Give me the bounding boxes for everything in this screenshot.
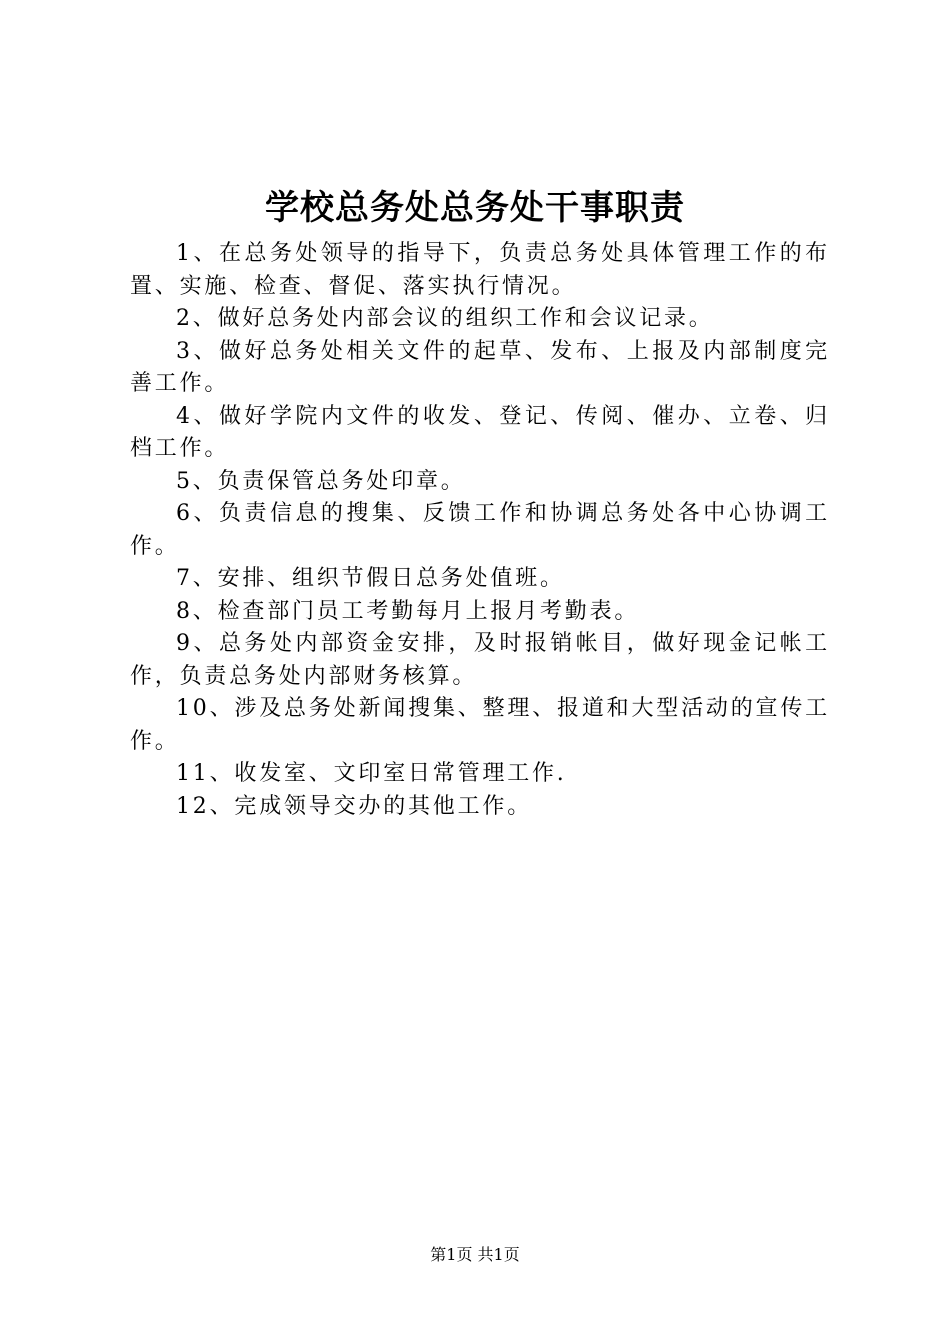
duty-item-3: 3、做好总务处相关文件的起草、发布、上报及内部制度完善工作。 [130, 338, 830, 396]
duty-item-2: 2、做好总务处内部会议的组织工作和会议记录。 [176, 306, 714, 331]
duty-item-5: 5、负责保管总务处印章。 [176, 468, 466, 494]
document-title: 学校总务处总务处干事职责 [265, 188, 685, 228]
duty-item-7: 7、安排、组织节假日总务处值班。 [176, 566, 565, 591]
duty-item-12: 12、完成领导交办的其他工作。 [176, 793, 532, 819]
duty-item-8: 8、检查部门员工考勤每月上报月考勤表。 [176, 598, 640, 624]
document-body [130, 238, 830, 823]
page-footer: 第1页 共1页 [430, 1245, 520, 1264]
duty-item-1: 1、在总务处领导的指导下，负责总务处具体管理工作的布置、实施、检查、督促、落实执行情况。 [130, 241, 830, 299]
duty-item-11: 11、收发室、文印室日常管理工作. [176, 761, 567, 786]
duty-item-10: 10、涉及总务处新闻搜集、整理、报道和大型活动的宣传工作。 [130, 696, 830, 754]
duty-item-6: 6、负责信息的搜集、反馈工作和协调总务处各中心协调工作。 [130, 501, 830, 559]
duty-item-9: 9、总务处内部资金安排，及时报销帐目，做好现金记帐工作，负责总务处内部财务核算。 [130, 631, 830, 689]
duty-item-4: 4、做好学院内文件的收发、登记、传阅、催办、立卷、归档工作。 [130, 403, 830, 461]
